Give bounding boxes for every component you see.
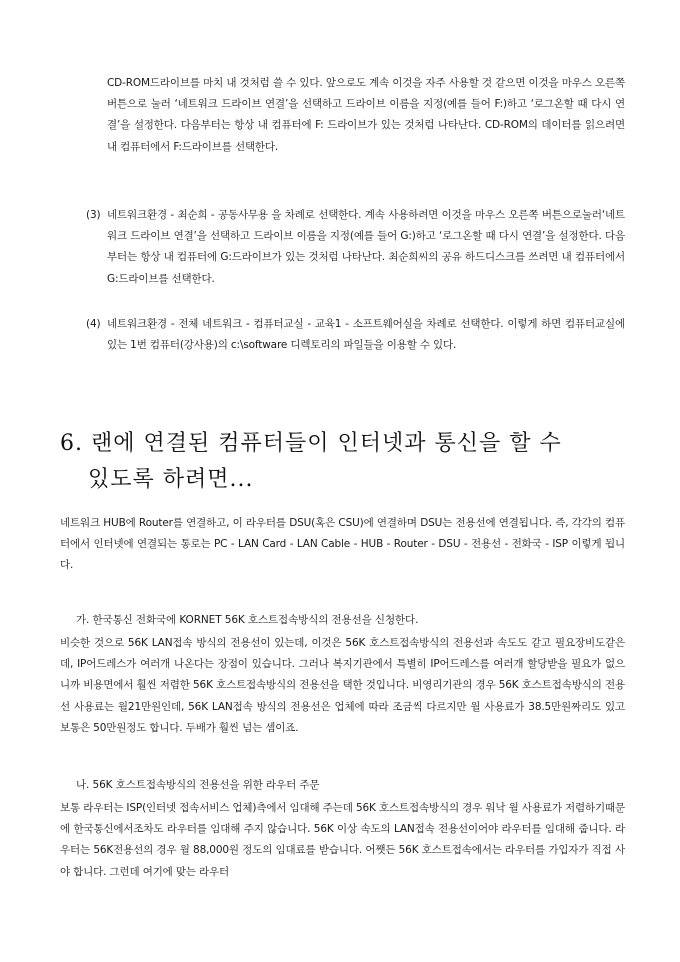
- heading-line-1: 6. 랜에 연결된 컴퓨터들이 인터넷과 통신을 할 수: [60, 431, 562, 456]
- section-heading: [60, 426, 630, 498]
- list-item-text: 네트워크환경 - 전체 네트워크 - 컴퓨터교실 - 교육1 - 소프트웨어실을 차례로 선택한다. 이렇게 하면 컴퓨터교실에 있는 1번 컴퓨터(강사용)의 c:\software 디렉토리의 파일들을 이용할 수 있다.: [107, 318, 625, 352]
- paragraph-lan-comparison: 비슷한 것으로 56K LAN접속 방식의 전용선이 있는데, 이것은 56K 호스트접속방식의 전용선과 속도도 같고 필요장비도같은데, IP어드레스가 여러개 나온다는 장점이 있습니다. 그러나 복지기관에서 특별히 IP어드레스를 여러개 할당받을 필요가 없으니까 비용면에서 훨씬 저렴한 56K 호스트접속방식의 전용선을 택한 것입니다. 비영리기관의 경우 56K 호스트접속방식의 전용선 사용료는 월21만원인데, 56K LAN접속 방식의 전용선은 업체에 따라 조금씩 다르지만 월 사용료가 38.5만원짜리도 있고 보통은 50만원정도 합니다. 두배가 훨씬 넘는 셈이죠.: [60, 637, 625, 734]
- paragraph-cdrom: CD-ROM드라이브를 마치 내 것처럼 쓸 수 있다. 앞으로도 계속 이것을 자주 사용할 것 같으면 이것을 마우스 오른쪽 버튼으로 눌러 ‘네트워크 드라이브 연결’을 선택하고 드라이브 이름을 지정(예를 들어 F:)하고 ‘로그온할 때 다시 연결’을 설정한다. 다음부터는 항상 내 컴퓨터에 F: 드라이브가 있는 것처럼 나타난다. CD-ROM의 데이터를 읽으려면 내 컴퓨터에서 F:드라이브를 선택한다.: [107, 77, 625, 153]
- subheading-na: 나. 56K 호스트접속방식의 전용선을 위한 라우터 주문: [76, 779, 320, 791]
- list-number: (3): [86, 209, 101, 221]
- subheading-ga: 가. 한국통신 전화국에 KORNET 56K 호스트접속방식의 전용선을 신청한다.: [76, 614, 419, 626]
- paragraph-router-order: 보통 라우터는 ISP(인터넷 접속서비스 업체)측에서 임대해 주는데 56K 호스트접속방식의 경우 워낙 월 사용료가 저렴하기때문에 한국통신에서조차도 라우터를 임대해 주지 않습니다. 56K 이상 속도의 LAN접속 전용선이어야 라우터를 임대해 줍니다. 라우터는 56K전용선의 경우 월 88,000원 정도의 임대료를 받습니다. 어쨋든 56K 호스트접속에서는 라우터를 가입자가 직접 사야 합니다. 그런데 여기에 맞는 라우터: [60, 802, 625, 878]
- heading-line-2: 있도록 하려면...: [88, 467, 254, 492]
- paragraph-router-connection: 네트워크 HUB에 Router를 연결하고, 이 라우터를 DSU(혹은 CSU)에 연결하며 DSU는 전용선에 연결됩니다. 즉, 각각의 컴퓨터에서 인터넷에 연결되는 통로는 PC - LAN Card - LAN Cable - HUB - Router - DSU - 전용선 - 전화국 - ISP 이렇게 됩니다.: [60, 517, 625, 572]
- list-number: (4): [86, 318, 101, 330]
- list-item-text: 네트워크환경 - 최순희 - 공동사무용 을 차례로 선택한다. 계속 사용하려면 이것을 마우스 오른쪽 버튼으로눌러‘네트워크 드라이브 연결’을 선택하고 드라이브 이름을 지정(예를 들어 G:)하고 ‘로그온할 때 다시 연결’을 설정한다. 다음부터는 항상 내 컴퓨터에 G:드라이브가 있는 것처럼 나타난다. 최순희씨의 공유 하드디스크를 쓰려면 내 컴퓨터에서 G:드라이브를 선택한다.: [107, 209, 625, 285]
